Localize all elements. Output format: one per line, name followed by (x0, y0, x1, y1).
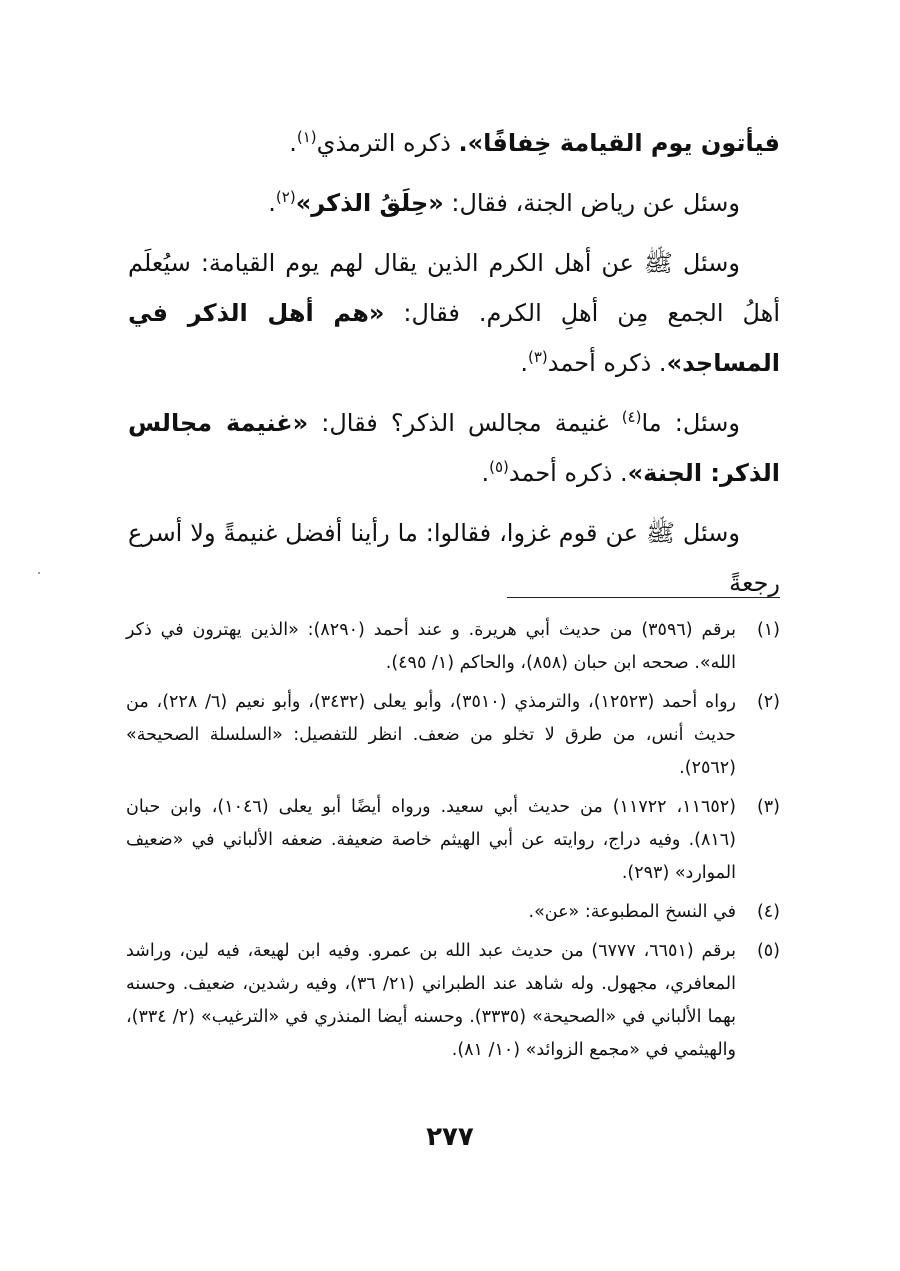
paragraph-3 (128, 238, 780, 388)
paragraph-1 (128, 118, 780, 168)
hadith-quote: «غنيمة مجالس الذكر: الجنة» (128, 409, 780, 487)
footnote-number: (٥) (756, 941, 780, 961)
punctuation: . (289, 129, 297, 157)
footnote-separator (507, 597, 780, 598)
footnote-text: برقم (٦٦٥١، ٦٧٧٧) من حديث عبد الله بن عمرو. وفيه ابن لهيعة، فيه لين، وراشد المعافري، مجهول. وله شاهد عند الطبراني (٢١/ ٣٦)، وفيه رشدين، ضعيف. وحسنه بهما الألباني في «الصحيحة» (٣٣٣٥). وحسنه أيضا المنذري في «الترغيب» (٢/ ٣٣٤)، والهيثمي في «مجمع الزوائد» (١٠/ ٨١). (126, 941, 736, 1060)
footnote-text: (١١٦٥٢، ١١٧٢٢) من حديث أبي سعيد. ورواه أيضًا أبو يعلى (١٠٤٦)، وابن حبان (٨١٦). وفيه دراج، روايته عن أبي الهيثم خاصة ضعيفة. ضعفه الألباني في «ضعيف الموارد» (٢٩٣). (126, 797, 736, 883)
footnote-ref-2[interactable]: (٢) (275, 188, 296, 206)
hadith-quote: فيأتون يوم القيامة خِفافًا». (458, 129, 780, 157)
footnote-4 (126, 896, 780, 929)
paragraph-5 (128, 508, 780, 608)
punctuation: . (268, 189, 276, 217)
footnote-ref-1[interactable]: (١) (296, 128, 317, 146)
footnote-text: رواه أحمد (١٢٥٢٣)، والترمذي (٣٥١٠)، وأبو يعلى (٣٤٣٢)، وأبو نعيم (٦/ ٢٢٨)، من حديث أنس، من طرق لا تخلو من ضعف. انظر للتفصيل: «السلسلة الصحيحة» (٢٥٦٢). (126, 692, 736, 778)
footnote-ref-5[interactable]: (٥) (489, 458, 509, 476)
paragraph-text-2: غنيمة مجالس الذكر؟ فقال: (308, 409, 622, 437)
paragraph-4 (128, 398, 780, 498)
footnote-number: (٣) (756, 797, 780, 817)
footnote-text: برقم (٣٥٩٦) من حديث أبي هريرة. و عند أحمد (٨٢٩٠): «الذين يهترون في ذكر الله». صححه ابن حبان (٨٥٨)، والحاكم (١/ ٤٩٥). (126, 620, 736, 673)
footnote-1 (126, 614, 780, 680)
scan-speck (38, 572, 40, 574)
punctuation: . (520, 349, 528, 377)
footnote-number: (٤) (756, 902, 780, 922)
footnote-number: (١) (756, 620, 780, 640)
paragraph-text-2: . ذكره أحمد (547, 349, 667, 377)
page-number: ٢٧٧ (426, 1122, 474, 1152)
footnote-number: (٢) (756, 692, 780, 712)
footnote-3 (126, 791, 780, 890)
footnote-2 (126, 686, 780, 785)
footnotes-section (126, 614, 780, 1073)
main-text-block (128, 118, 780, 618)
footnote-ref-3[interactable]: (٣) (527, 348, 548, 366)
paragraph-text-3: . ذكره أحمد (508, 459, 628, 487)
punctuation: . (481, 459, 490, 487)
paragraph-text: وسئل ﷺ عن قوم غزوا، فقالوا: ما رأينا أفضل غنيمةً ولا أسرع رجعةً (128, 519, 780, 597)
paragraph-2 (128, 178, 780, 228)
footnote-text: في النسخ المطبوعة: «عن». (528, 902, 736, 922)
paragraph-text: وسئل: ما (641, 409, 740, 437)
paragraph-text: وسئل ﷺ عن أهل الكرم الذين يقال لهم يوم القيامة: سيُعلَم أهلُ الجمع مِن أهلِ الكرم. فقال: (128, 249, 780, 327)
paragraph-text: وسئل عن رياض الجنة، فقال: (443, 189, 740, 217)
hadith-quote: «هم أهل الذكر في المساجد» (128, 299, 780, 377)
paragraph-text: ذكره الترمذي (316, 129, 459, 157)
footnote-ref-4[interactable]: (٤) (621, 408, 642, 426)
footnote-5 (126, 935, 780, 1067)
hadith-quote: «حِلَقُ الذكر» (295, 189, 444, 217)
